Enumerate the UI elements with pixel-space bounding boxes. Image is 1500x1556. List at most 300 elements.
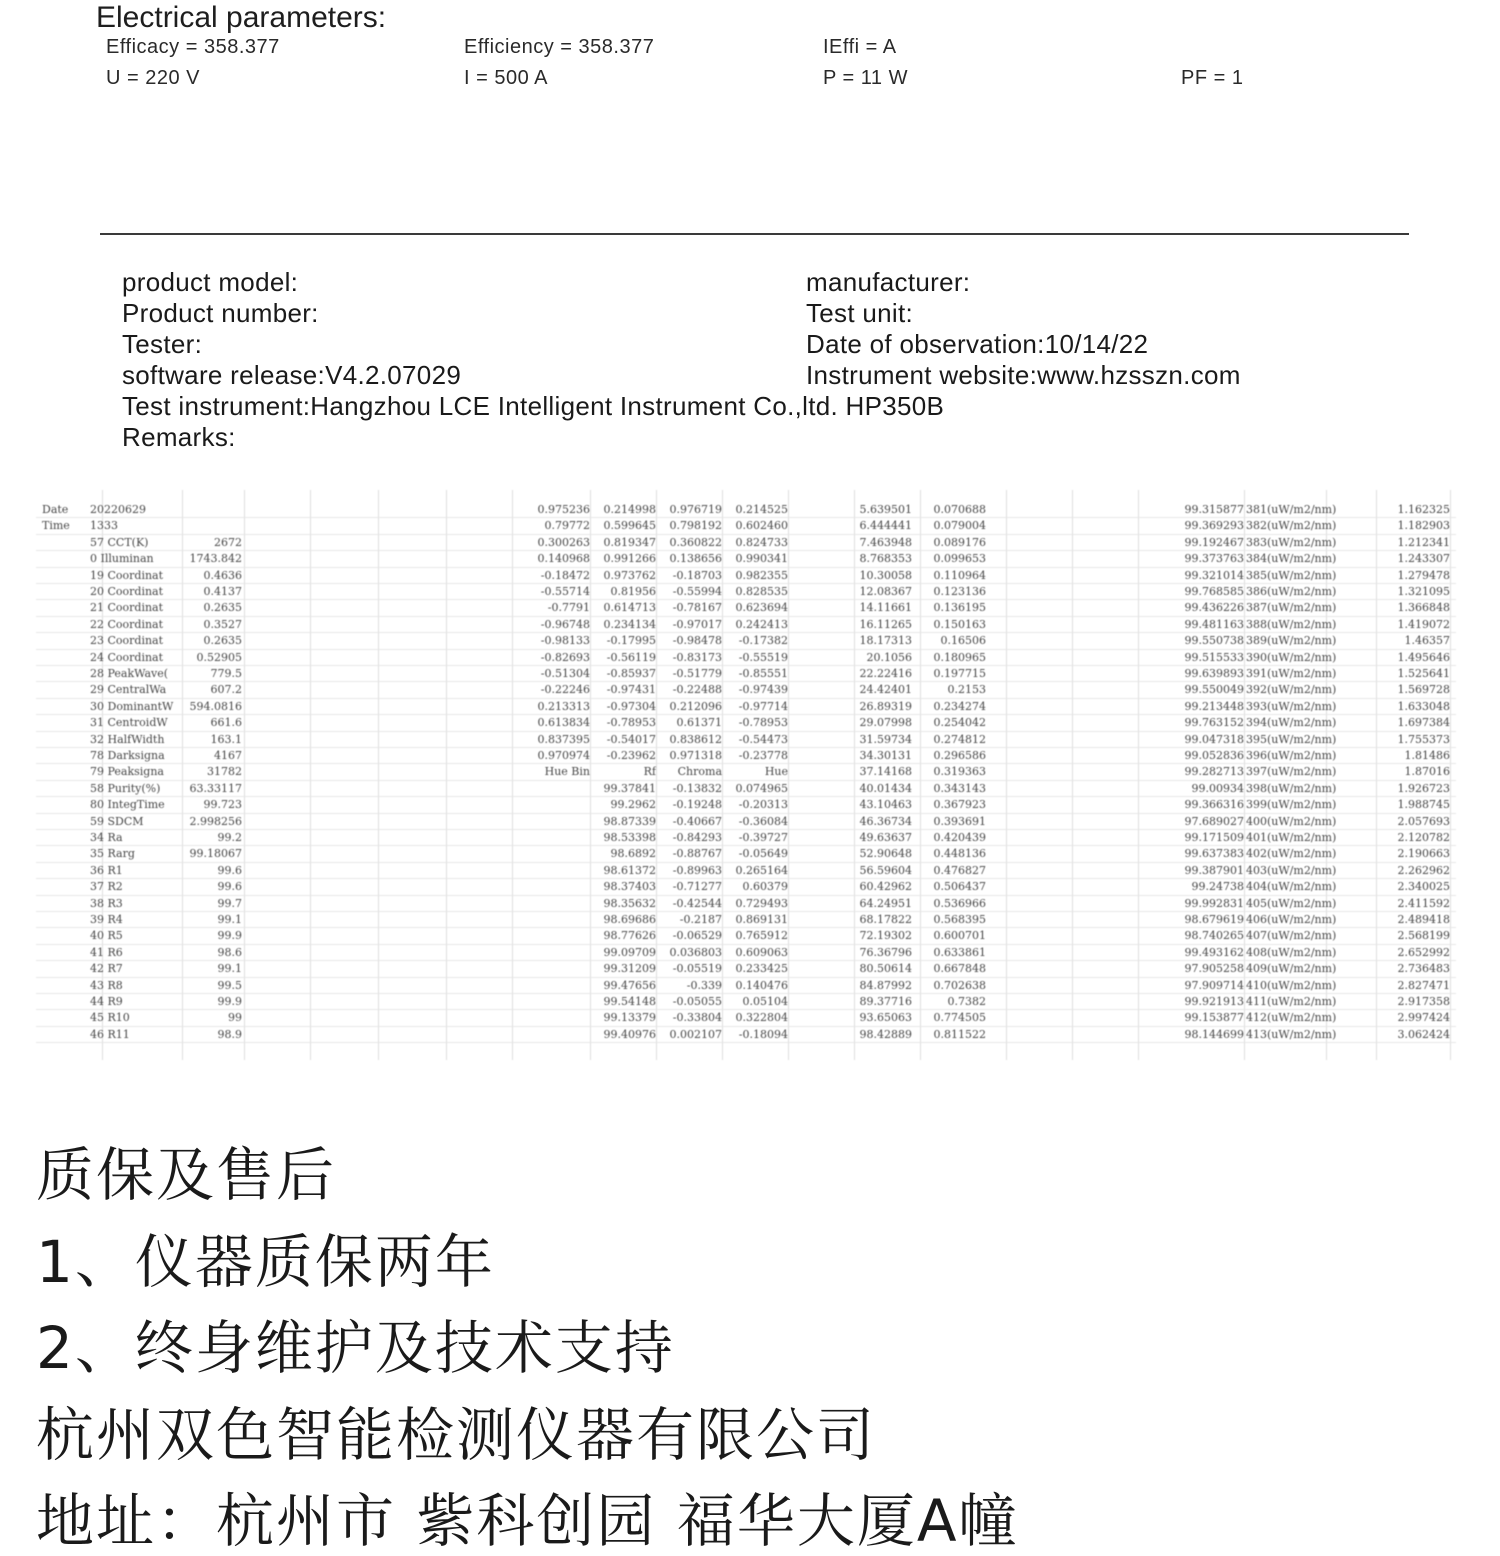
current-value: I = 500 A: [464, 67, 549, 89]
sheet-cell: 1.87016: [1404, 765, 1450, 779]
sheet-cell: 392(uW/m2/nm): [1246, 683, 1337, 697]
sheet-cell: -0.42544: [672, 896, 722, 910]
sheet-cell: 0.343143: [933, 781, 986, 795]
sheet-cell: 0.300263: [537, 535, 590, 549]
sheet-cell: 393(uW/m2/nm): [1246, 699, 1337, 713]
sheet-cell: 0.476827: [933, 863, 986, 877]
sheet-cell: 0.702638: [933, 978, 986, 992]
sheet-cell: 99.366316: [1184, 798, 1244, 812]
sheet-cell: 99.54148: [603, 995, 656, 1008]
sheet-cell: 60.42962: [859, 880, 912, 894]
sheet-row: [36, 896, 1456, 912]
sheet-cell: 68.17822: [859, 913, 912, 926]
sheet-cell: 98.42889: [859, 1027, 912, 1041]
sheet-cell: -0.23962: [606, 749, 656, 762]
sheet-cell: 99.171509: [1184, 831, 1244, 844]
sheet-cell: 98.61372: [603, 863, 656, 877]
sheet-cell: 1.81486: [1404, 749, 1450, 762]
sheet-cell: -0.55994: [672, 585, 722, 598]
sheet-cell: -0.17382: [738, 634, 788, 648]
sheet-cell: 99.18067: [189, 847, 242, 861]
efficacy-value: Efficacy = 358.377: [106, 36, 280, 58]
sheet-cell: 411(uW/m2/nm): [1246, 995, 1337, 1008]
sheet-cell: 0.212096: [669, 699, 722, 713]
sheet-cell: 22 Coordinat: [90, 617, 164, 631]
sheet-cell: 0.2635: [203, 634, 242, 648]
sheet-cell: 31782: [207, 765, 242, 779]
sheet-cell: 0.296586: [933, 749, 986, 762]
sheet-cell: 412(uW/m2/nm): [1246, 1011, 1337, 1025]
sheet-cell: 0.975236: [537, 503, 590, 516]
sheet-row: [36, 633, 1456, 649]
sheet-cell: -0.85937: [606, 667, 656, 680]
sheet-cell: 0.61371: [676, 716, 722, 730]
sheet-cell: 2.827471: [1397, 978, 1450, 992]
sheet-cell: 0.982355: [735, 568, 788, 582]
sheet-cell: 76.36796: [859, 945, 912, 959]
sheet-cell: -0.85551: [738, 667, 788, 680]
sheet-cell: 0.971318: [669, 749, 722, 762]
sheet-cell: -0.18703: [672, 568, 722, 582]
sheet-cell: 0.360822: [669, 535, 722, 549]
product-model-label: product model:: [122, 267, 299, 297]
sheet-cell: 23 Coordinat: [90, 634, 164, 648]
sheet-cell: 99.481163: [1184, 617, 1244, 631]
sheet-cell: 1.697384: [1397, 716, 1450, 730]
sheet-cell: 98.37403: [603, 880, 656, 894]
sheet-cell: 409(uW/m2/nm): [1246, 962, 1337, 976]
sheet-cell: 99.639893: [1184, 667, 1244, 680]
sheet-row: [36, 699, 1456, 715]
sheet-cell: 38 R3: [90, 896, 123, 910]
sheet-cell: 43 R8: [90, 978, 123, 992]
sheet-cell: 45 R10: [90, 1011, 130, 1025]
sheet-cell: 16.11265: [859, 617, 912, 631]
sheet-cell: 99.40976: [603, 1027, 656, 1041]
sheet-row: [36, 650, 1456, 666]
sheet-cell: 0.140968: [537, 552, 590, 566]
sheet-cell: 0.070688: [933, 503, 986, 516]
sheet-cell: 0.420439: [933, 831, 986, 844]
sheet-cell: 99.768585: [1184, 585, 1244, 598]
sheet-cell: 99.763152: [1184, 716, 1244, 730]
company-name: 杭州双色智能检测仪器有限公司: [36, 1401, 877, 1469]
sheet-cell: -0.23778: [738, 749, 788, 762]
sheet-cell: 1.321095: [1397, 585, 1450, 598]
sheet-cell: 0.242413: [735, 617, 788, 631]
sheet-cell: 58 Purity(%): [90, 781, 161, 795]
sheet-cell: 0.506437: [933, 880, 986, 894]
sheet-cell: 99.921913: [1184, 995, 1244, 1008]
sheet-cell: 0.254042: [933, 716, 986, 730]
sheet-cell: 99.052836: [1184, 749, 1244, 762]
sheet-cell: 0.990341: [735, 552, 788, 566]
sheet-cell: 78 Darksigna: [90, 749, 165, 762]
sheet-cell: 98.53398: [603, 831, 656, 844]
sheet-cell: 382(uW/m2/nm): [1246, 519, 1337, 533]
sheet-cell: 29 CentralWa: [90, 683, 167, 697]
sheet-cell: 0.633861: [933, 945, 986, 959]
sheet-cell: 402(uW/m2/nm): [1246, 847, 1337, 861]
sheet-cell: 2.262962: [1397, 863, 1450, 877]
sheet-cell: 0.81956: [610, 585, 656, 598]
sheet-row: [36, 863, 1456, 879]
sheet-cell: -0.51304: [540, 667, 590, 680]
sheet-cell: 0.16506: [940, 634, 986, 648]
sheet-cell: 0.614713: [603, 601, 656, 615]
sheet-cell: 403(uW/m2/nm): [1246, 863, 1337, 877]
sheet-row: [36, 518, 1456, 534]
sheet-cell: 2.120782: [1397, 831, 1450, 844]
sheet-cell: -0.22246: [540, 683, 590, 697]
sheet-cell: 1.162325: [1397, 503, 1450, 516]
sheet-row: [36, 682, 1456, 698]
sheet-cell: 1.243307: [1397, 552, 1450, 566]
sheet-cell: 0.52905: [196, 650, 242, 664]
sheet-cell: -0.339: [686, 978, 722, 992]
sheet-cell: 0.613834: [537, 716, 590, 730]
sheet-cell: 0.973762: [603, 568, 656, 582]
electrical-parameters-title: Electrical parameters:: [96, 1, 387, 34]
sheet-cell: 0.609063: [735, 945, 788, 959]
sheet-cell: 8.768353: [859, 552, 912, 566]
sheet-cell: -0.13832: [672, 781, 722, 795]
sheet-cell: 99.282713: [1184, 765, 1244, 779]
sheet-cell: 28 PeakWave(: [90, 667, 169, 680]
sheet-cell: 384(uW/m2/nm): [1246, 552, 1337, 566]
sheet-cell: 413(uW/m2/nm): [1246, 1027, 1337, 1041]
sheet-cell: 0.819347: [603, 535, 656, 549]
sheet-cell: 64.24951: [859, 896, 912, 910]
sheet-cell: -0.78167: [672, 601, 722, 615]
sheet-cell: 72.19302: [859, 929, 912, 943]
sheet-cell: 2.190663: [1397, 847, 1450, 861]
sheet-cell: -0.55519: [738, 650, 788, 664]
sheet-row: [36, 830, 1456, 846]
sheet-cell: 20 Coordinat: [90, 585, 164, 598]
sheet-cell: -0.54017: [606, 732, 656, 746]
sheet-cell: 0.138656: [669, 552, 722, 566]
sheet-cell: 99.723: [203, 798, 242, 812]
software-release: software release:V4.2.07029: [122, 360, 462, 390]
sheet-cell: 0.099653: [933, 552, 986, 566]
sheet-cell: 56.59604: [859, 863, 912, 877]
sheet-cell: 2672: [214, 535, 242, 549]
sheet-cell: 1.419072: [1397, 617, 1450, 631]
sheet-cell: 1.525641: [1397, 667, 1450, 680]
product-info-right: [806, 267, 1241, 391]
sheet-cell: 0.2153: [947, 683, 986, 697]
sheet-cell: 779.5: [210, 667, 242, 680]
sheet-cell: -0.06529: [672, 929, 722, 943]
sheet-cell: 18.17313: [859, 634, 912, 648]
sheet-cell: 99.387901: [1184, 863, 1244, 877]
sheet-cell: 98.77626: [603, 929, 656, 943]
sheet-row: [36, 551, 1456, 567]
sheet-cell: Hue: [764, 765, 788, 779]
sheet-cell: -0.88767: [672, 847, 722, 861]
sheet-cell: 98.6892: [610, 847, 656, 861]
sheet-cell: 386(uW/m2/nm): [1246, 585, 1337, 598]
sheet-cell: -0.18472: [540, 568, 590, 582]
sheet-cell: -0.36084: [738, 814, 788, 828]
sheet-cell: 2.489418: [1397, 913, 1450, 926]
test-instrument: Test instrument:Hangzhou LCE Intelligent Instrument Co.,ltd. HP350B: [122, 391, 945, 421]
sheet-cell: 0.602460: [735, 519, 788, 533]
voltage-value: U = 220 V: [106, 67, 201, 89]
sheet-cell: 410(uW/m2/nm): [1246, 978, 1337, 992]
sheet-cell: 0.089176: [933, 535, 986, 549]
sheet-cell: 99.1: [217, 962, 242, 976]
sheet-cell: 401(uW/m2/nm): [1246, 831, 1337, 844]
sheet-cell: 20.1056: [866, 650, 912, 664]
sheet-cell: -0.20313: [738, 798, 788, 812]
sheet-cell: -0.56119: [606, 650, 656, 664]
sheet-cell: 43.10463: [859, 798, 912, 812]
electrical-row-1: [0, 36, 1500, 64]
sheet-cell: 93.65063: [859, 1011, 912, 1025]
sheet-cell: 1333: [90, 519, 118, 533]
sheet-cell: 395(uW/m2/nm): [1246, 732, 1337, 746]
sheet-cell: 37.14168: [859, 765, 912, 779]
sheet-cell: 0.4137: [203, 585, 242, 598]
sheet-cell: 0 Illuminan: [90, 552, 154, 566]
sheet-cell: -0.78953: [738, 716, 788, 730]
sheet-cell: 390(uW/m2/nm): [1246, 650, 1337, 664]
sheet-cell: 0.824733: [735, 535, 788, 549]
sheet-cell: 24 Coordinat: [90, 650, 164, 664]
sheet-cell: 0.393691: [933, 814, 986, 828]
sheet-cell: 407(uW/m2/nm): [1246, 929, 1337, 943]
sheet-cell: 0.798192: [669, 519, 722, 533]
sheet-cell: 41 R6: [90, 945, 123, 959]
sheet-cell: 5.639501: [859, 503, 912, 516]
sheet-cell: 0.869131: [735, 913, 788, 926]
sheet-cell: 2.998256: [189, 814, 242, 828]
sheet-cell: 381(uW/m2/nm): [1246, 503, 1337, 516]
sheet-cell: 0.319363: [933, 765, 986, 779]
sheet-cell: 0.322804: [735, 1011, 788, 1025]
sheet-cell: 405(uW/m2/nm): [1246, 896, 1337, 910]
sheet-cell: 1.366848: [1397, 601, 1450, 615]
sheet-cell: 398(uW/m2/nm): [1246, 781, 1337, 795]
sheet-cell: 1.495646: [1397, 650, 1450, 664]
sheet-cell: 35 Rarg: [90, 847, 135, 861]
sheet-cell: 63.33117: [189, 781, 242, 795]
sheet-cell: 0.4636: [203, 568, 242, 582]
sheet-cell: -0.98478: [672, 634, 722, 648]
sheet-cell: 0.074965: [735, 781, 788, 795]
sheet-cell: 12.08367: [859, 585, 912, 598]
sheet-cell: 0.568395: [933, 913, 986, 926]
sheet-cell: 31 CentroidW: [90, 716, 168, 730]
sheet-cell: 98.6: [217, 945, 242, 959]
sheet-cell: 394(uW/m2/nm): [1246, 716, 1337, 730]
sheet-row: [36, 666, 1456, 682]
sheet-row: [36, 535, 1456, 551]
sheet-cell: 99.992831: [1184, 896, 1244, 910]
sheet-cell: 37 R2: [90, 880, 123, 894]
sheet-cell: 0.774505: [933, 1011, 986, 1025]
sheet-row: [36, 732, 1456, 748]
sheet-cell: -0.54473: [738, 732, 788, 746]
sheet-cell: -0.96748: [540, 617, 590, 631]
sheet-cell: 98.69686: [603, 913, 656, 926]
sheet-cell: 59 SDCM: [90, 814, 144, 828]
electrical-row-2: [0, 67, 1500, 95]
sheet-cell: 99.24738: [1191, 880, 1244, 894]
sheet-cell: Hue Bin: [544, 765, 590, 779]
sheet-cell: -0.97017: [672, 617, 722, 631]
sheet-cell: 400(uW/m2/nm): [1246, 814, 1337, 828]
sheet-cell: 0.838612: [669, 732, 722, 746]
sheet-cell: Date: [42, 503, 69, 516]
sheet-row: [36, 928, 1456, 944]
sheet-cell: 89.37716: [859, 995, 912, 1008]
warranty-heading: 质保及售后: [36, 1141, 337, 1209]
sheet-cell: 99.192467: [1184, 535, 1244, 549]
manufacturer-label: manufacturer:: [806, 267, 971, 297]
sheet-cell: 97.905258: [1184, 962, 1244, 976]
sheet-cell: -0.40667: [672, 814, 722, 828]
sheet-cell: 1.633048: [1397, 699, 1450, 713]
sheet-cell: -0.97439: [738, 683, 788, 697]
sheet-cell: 6.444441: [859, 519, 912, 533]
sheet-cell: 0.828535: [735, 585, 788, 598]
sheet-cell: 0.274812: [933, 732, 986, 746]
sheet-cell: 2.736483: [1397, 962, 1450, 976]
sheet-cell: 21 Coordinat: [90, 601, 164, 615]
sheet-cell: 399(uW/m2/nm): [1246, 798, 1337, 812]
sheet-cell: 99.369293: [1184, 519, 1244, 533]
sheet-cell: 7.463948: [859, 535, 912, 549]
sheet-cell: 0.036803: [669, 945, 722, 959]
sheet-cell: 0.214998: [603, 503, 656, 516]
sheet-cell: 0.214525: [735, 503, 788, 516]
sheet-cell: 1743.842: [189, 552, 242, 566]
power-factor-value: PF = 1: [1181, 67, 1244, 89]
sheet-cell: 36 R1: [90, 863, 123, 877]
sheet-cell: 1.279478: [1397, 568, 1450, 582]
sheet-cell: -0.89963: [672, 863, 722, 877]
sheet-cell: 0.265164: [735, 863, 788, 877]
sheet-cell: 2.997424: [1397, 1011, 1450, 1025]
sheet-cell: 0.536966: [933, 896, 986, 910]
sheet-row: [36, 617, 1456, 633]
sheet-cell: 0.729493: [735, 896, 788, 910]
sheet-cell: 99.31209: [603, 962, 656, 976]
sheet-cell: 99.00934: [1191, 781, 1244, 795]
sheet-cell: 80.50614: [859, 962, 912, 976]
sheet-cell: -0.84293: [672, 831, 722, 844]
sheet-cell: -0.7791: [547, 601, 590, 615]
sheet-cell: 26.89319: [859, 699, 912, 713]
sheet-cell: 19 Coordinat: [90, 568, 164, 582]
sheet-cell: 2.568199: [1397, 929, 1450, 943]
sheet-cell: 0.213313: [537, 699, 590, 713]
sheet-cell: -0.05055: [672, 995, 722, 1008]
sheet-cell: 42 R7: [90, 962, 123, 976]
sheet-cell: 0.765912: [735, 929, 788, 943]
sheet-cell: 99.6: [217, 880, 242, 894]
company-address: 地址：杭州市 紫科创园 福华大厦A幢: [36, 1487, 1019, 1555]
sheet-row: [36, 1010, 1456, 1026]
sheet-cell: 1.46357: [1404, 634, 1450, 648]
sheet-cell: 99.9: [217, 929, 242, 943]
sheet-cell: 0.367923: [933, 798, 986, 812]
instrument-website: Instrument website:www.hzsszn.com: [806, 360, 1241, 390]
sheet-cell: 0.3527: [203, 617, 242, 631]
tester-label: Tester:: [122, 329, 203, 359]
ieffi-value: IEffi = A: [823, 36, 897, 58]
sheet-cell: 1.988745: [1397, 798, 1450, 812]
sheet-cell: 80 IntegTime: [90, 798, 165, 812]
sheet-cell: 0.234274: [933, 699, 986, 713]
sheet-cell: 0.197715: [933, 667, 986, 680]
sheet-cell: Chroma: [677, 765, 722, 779]
sheet-cell: 0.2635: [203, 601, 242, 615]
sheet-cell: 0.623694: [735, 601, 788, 615]
sheet-cell: 404(uW/m2/nm): [1246, 880, 1337, 894]
sheet-row: [36, 961, 1456, 977]
sheet-cell: -0.19248: [672, 798, 722, 812]
sheet-cell: 99.321014: [1184, 568, 1244, 582]
sheet-cell: 40 R5: [90, 929, 123, 943]
sheet-row: [36, 814, 1456, 830]
sheet-cell: -0.05519: [672, 962, 722, 976]
sheet-cell: 98.87339: [603, 814, 656, 828]
sheet-row: [36, 584, 1456, 600]
sheet-cell: 99.2: [217, 831, 242, 844]
sheet-cell: 98.679619: [1184, 913, 1244, 926]
sheet-cell: 99.47656: [603, 978, 656, 992]
sheet-cell: 99.9: [217, 995, 242, 1008]
sheet-cell: 29.07998: [859, 716, 912, 730]
sheet-cell: -0.55714: [540, 585, 590, 598]
sheet-cell: -0.71277: [672, 880, 722, 894]
sheet-cell: 98.9: [217, 1027, 242, 1041]
sheet-cell: -0.39727: [738, 831, 788, 844]
sheet-cell: 34.30131: [859, 749, 912, 762]
power-value: P = 11 W: [823, 67, 908, 89]
sheet-cell: 406(uW/m2/nm): [1246, 913, 1337, 926]
sheet-cell: -0.78953: [606, 716, 656, 730]
sheet-cell: 0.136195: [933, 601, 986, 615]
sheet-cell: 99.09709: [603, 945, 656, 959]
sheet-cell: 383(uW/m2/nm): [1246, 535, 1337, 549]
sheet-cell: 99.436226: [1184, 601, 1244, 615]
product-number-label: Product number:: [122, 298, 319, 328]
sheet-cell: 594.0816: [189, 699, 242, 713]
sheet-cell: 99.550738: [1184, 634, 1244, 648]
sheet-row: [36, 1027, 1456, 1043]
test-unit-label: Test unit:: [806, 298, 914, 328]
horizontal-divider: [100, 233, 1409, 235]
sheet-cell: 99.373763: [1184, 552, 1244, 566]
sheet-cell: -0.05649: [738, 847, 788, 861]
sheet-cell: 0.079004: [933, 519, 986, 533]
sheet-cell: 0.837395: [537, 732, 590, 746]
date-of-observation: Date of observation:10/14/22: [806, 329, 1149, 359]
sheet-cell: 0.110964: [933, 568, 986, 582]
sheet-cell: 84.87992: [859, 978, 912, 992]
sheet-cell: Rf: [643, 765, 656, 779]
sheet-cell: 99.13379: [603, 1011, 656, 1025]
sheet-cell: 4167: [214, 749, 242, 762]
sheet-row: [36, 781, 1456, 797]
sheet-cell: 391(uW/m2/nm): [1246, 667, 1337, 680]
sheet-cell: 388(uW/m2/nm): [1246, 617, 1337, 631]
